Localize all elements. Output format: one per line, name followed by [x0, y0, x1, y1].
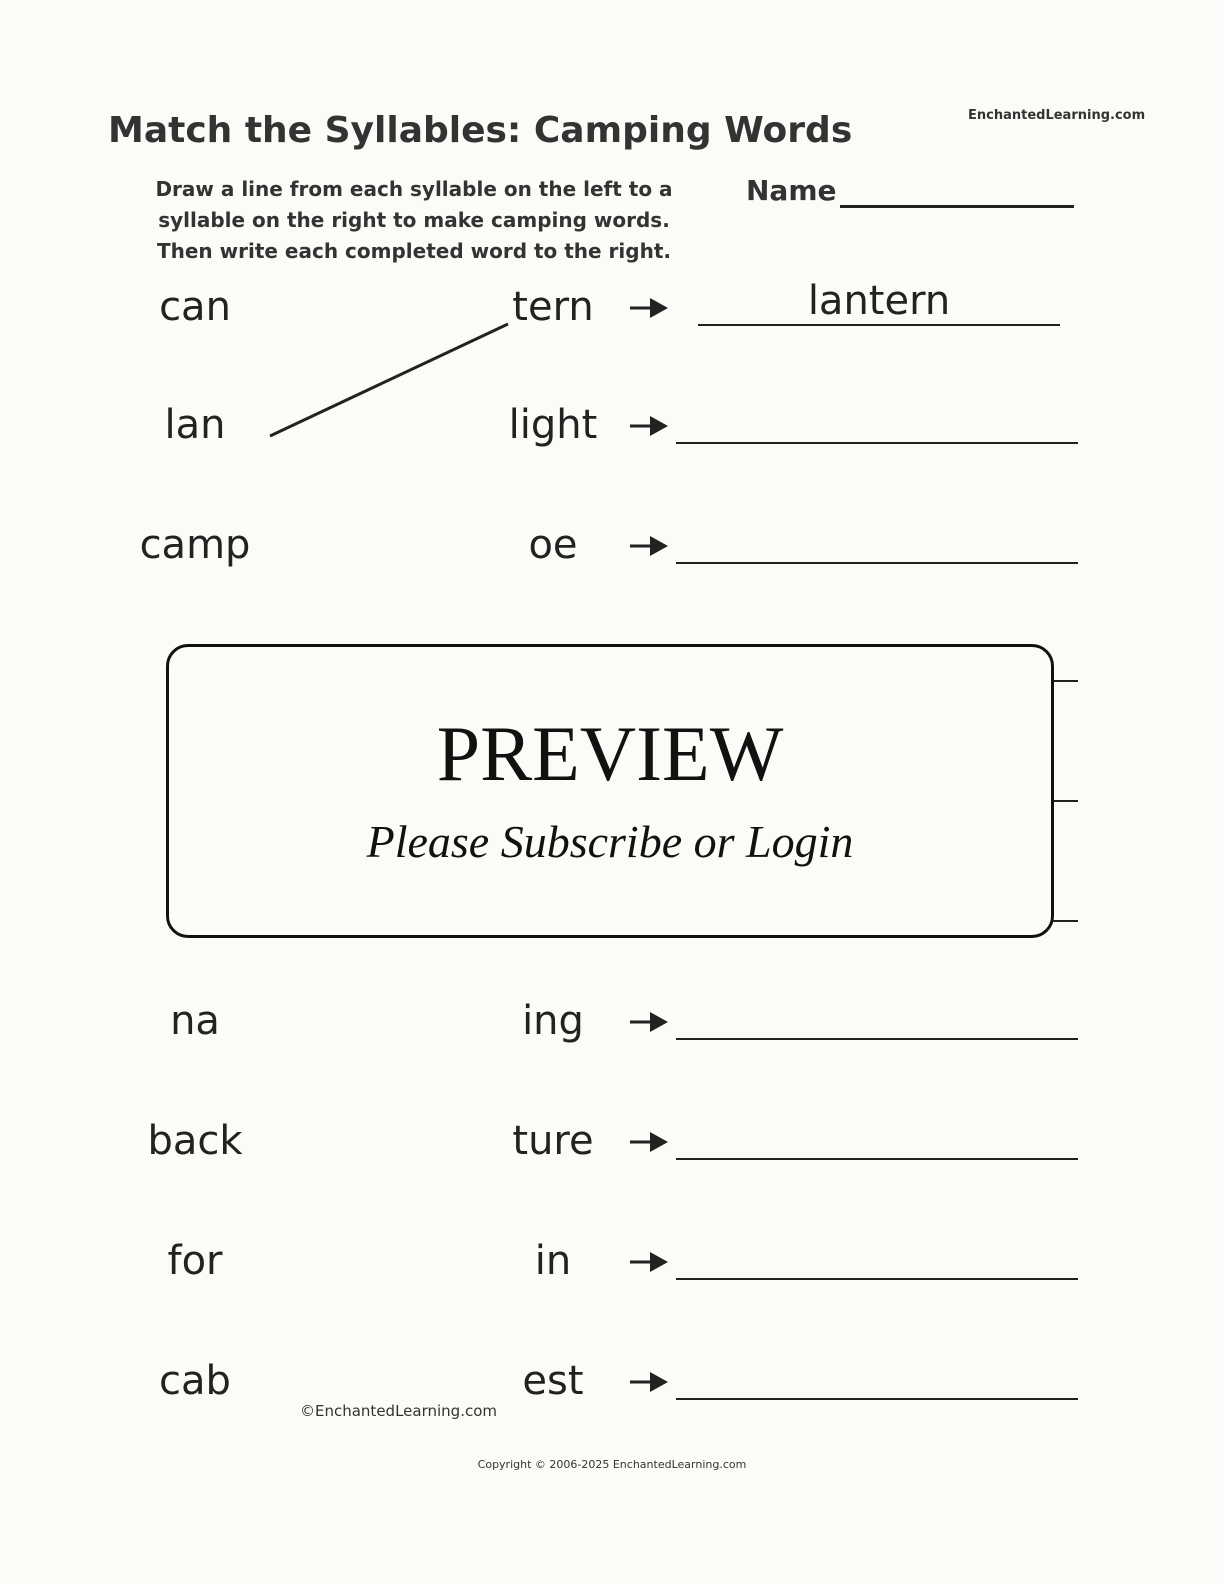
syllable-row: [0, 400, 1224, 460]
preview-title: PREVIEW: [436, 710, 784, 797]
answer-line[interactable]: [676, 442, 1078, 444]
syllable-row: [0, 1236, 1224, 1296]
instructions: Draw a line from each syllable on the left to a syllable on the right to make camping words. Then write each completed word to the right.: [155, 177, 673, 263]
right-syllable: light: [508, 402, 598, 448]
name-field-line[interactable]: [840, 205, 1074, 208]
right-syllable: oe: [528, 522, 578, 568]
left-syllable: for: [167, 1238, 223, 1284]
arrow-right-icon: [628, 414, 670, 438]
arrow-right-icon: [628, 1250, 670, 1274]
answer-text: lantern: [807, 278, 951, 324]
answer-line[interactable]: [676, 1158, 1078, 1160]
syllable-row: [0, 996, 1224, 1056]
right-syllable: est: [522, 1358, 584, 1404]
arrow-right-icon: [628, 1130, 670, 1154]
syllable-row: [0, 1116, 1224, 1176]
answer-line[interactable]: [698, 324, 1060, 326]
right-syllable: ture: [512, 1118, 594, 1164]
answer-line[interactable]: [676, 1278, 1078, 1280]
syllable-row: [0, 278, 1224, 342]
right-syllable: tern: [512, 284, 594, 330]
arrow-right-icon: [628, 296, 670, 320]
answer-line[interactable]: [676, 562, 1078, 564]
name-label: Name: [746, 174, 837, 207]
answer-line[interactable]: [676, 1398, 1078, 1400]
preview-overlay[interactable]: [166, 644, 1054, 938]
left-syllable: can: [159, 284, 231, 330]
copyright-footer: Copyright © 2006-2025 EnchantedLearning.com: [477, 1458, 747, 1471]
right-syllable: ing: [522, 998, 584, 1044]
left-syllable: back: [147, 1118, 243, 1164]
arrow-right-icon: [628, 534, 670, 558]
answer-line[interactable]: [676, 1038, 1078, 1040]
watermark: ©EnchantedLearning.com: [300, 1402, 497, 1420]
subscribe-login-prompt[interactable]: Please Subscribe or Login: [366, 816, 854, 867]
arrow-right-icon: [628, 1010, 670, 1034]
right-syllable: in: [534, 1238, 572, 1284]
site-name[interactable]: EnchantedLearning.com: [968, 108, 1146, 123]
left-syllable: cab: [159, 1358, 231, 1404]
left-syllable: lan: [164, 402, 226, 448]
arrow-right-icon: [628, 1370, 670, 1394]
page-title: Match the Syllables: Camping Words: [108, 110, 853, 151]
syllable-row: [0, 1356, 1224, 1416]
left-syllable: camp: [139, 522, 251, 568]
left-syllable: na: [170, 998, 220, 1044]
syllable-row: [0, 520, 1224, 580]
